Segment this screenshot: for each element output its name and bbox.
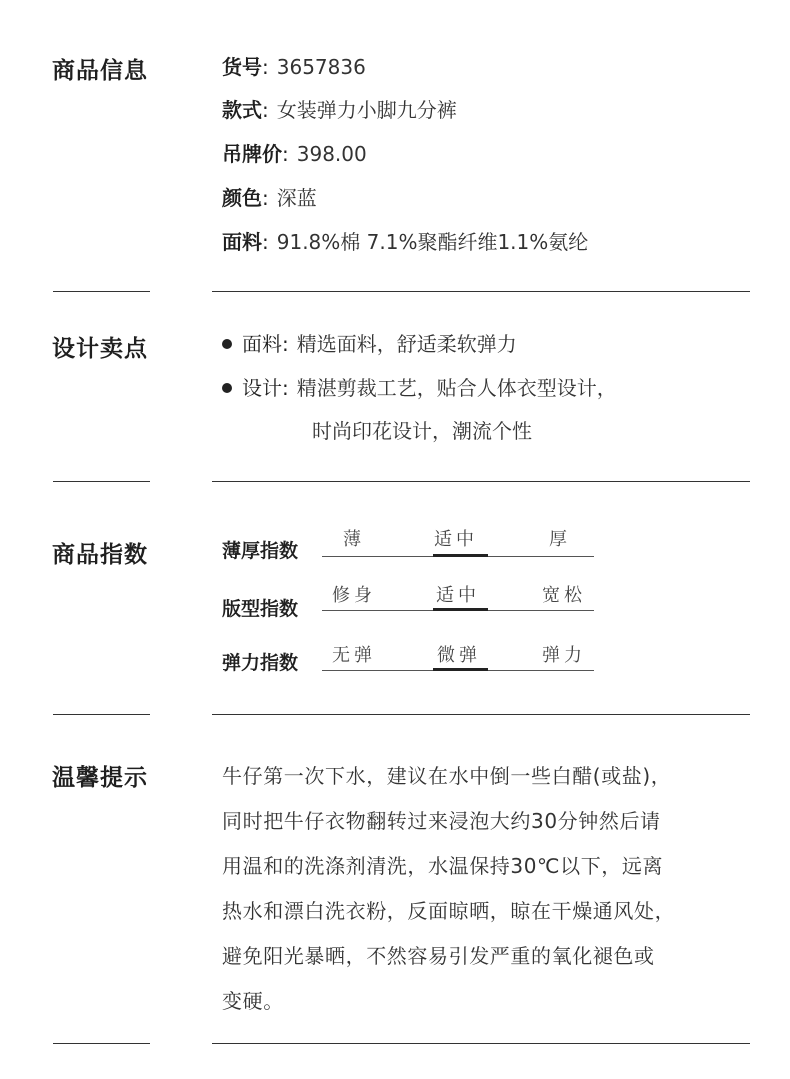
divider-right (212, 481, 750, 482)
index-option-selected: 适中 (436, 585, 480, 606)
section-title-design-points: 设计卖点 (52, 336, 148, 362)
info-item-sku (222, 53, 366, 81)
info-label: 款式 (222, 98, 262, 122)
index-label-thickness: 薄厚指数 (222, 540, 299, 562)
divider-left (53, 291, 150, 292)
info-colon: : (262, 230, 269, 254)
info-value: 女装弹力小脚九分裤 (276, 98, 457, 122)
design-point-text: 精选面料，舒适柔软弹力 (296, 332, 517, 356)
info-value: 91.8%棉 7.1%聚酯纤维1.1%氨纶 (276, 230, 589, 254)
index-selected-marker (433, 668, 488, 671)
design-point-design (222, 374, 617, 402)
index-option: 修身 (332, 585, 376, 606)
design-point-colon: : (282, 332, 289, 356)
design-point-label: 面料 (242, 332, 282, 356)
info-label: 面料 (222, 230, 262, 254)
index-option: 弹力 (542, 645, 586, 666)
info-label: 吊牌价 (222, 142, 282, 166)
design-point-fabric (222, 330, 517, 358)
index-option-selected: 微弹 (437, 645, 481, 666)
care-tip-line: 变硬。 (222, 989, 284, 1013)
info-colon: : (262, 55, 269, 79)
info-value: 3657836 (276, 55, 366, 79)
index-selected-marker (433, 608, 488, 611)
care-tip-line: 牛仔第一次下水，建议在水中倒一些白醋(或盐)， (222, 764, 672, 788)
care-tip-line: 热水和漂白洗衣粉，反面晾晒，晾在干燥通风处， (222, 899, 676, 923)
divider-right (212, 714, 750, 715)
design-point-colon: : (282, 376, 289, 400)
index-option: 无弹 (332, 645, 376, 666)
bullet-icon (222, 339, 232, 349)
care-tip-line: 避免阳光暴晒，不然容易引发严重的氧化褪色或 (222, 944, 655, 968)
design-point-text: 精湛剪裁工艺，贴合人体衣型设计， (296, 376, 617, 400)
info-value: 398.00 (296, 142, 367, 166)
bullet-icon (222, 383, 232, 393)
divider-right (212, 291, 750, 292)
section-title-product-info: 商品信息 (52, 58, 148, 84)
index-label-fit: 版型指数 (222, 598, 299, 620)
index-selected-marker (433, 554, 488, 557)
design-point-text-continued: 时尚印花设计，潮流个性 (312, 419, 532, 443)
care-tip-line: 用温和的洗涤剂清洗，水温保持30℃以下，远离 (222, 854, 664, 878)
index-option: 宽松 (542, 585, 586, 606)
care-tip-line: 同时把牛仔衣物翻转过来浸泡大约30分钟然后请 (222, 809, 661, 833)
index-option-selected: 适中 (434, 529, 478, 550)
info-item-fabric (222, 228, 588, 256)
divider-left (53, 1043, 150, 1044)
info-colon: : (282, 142, 289, 166)
info-item-style (222, 96, 457, 124)
divider-left (53, 714, 150, 715)
info-label: 颜色 (222, 186, 262, 210)
design-point-label: 设计 (242, 376, 282, 400)
info-label: 货号 (222, 55, 262, 79)
index-option: 薄 (343, 529, 365, 550)
info-colon: : (262, 98, 269, 122)
care-tips-text (222, 754, 742, 1024)
section-title-care-tips: 温馨提示 (52, 765, 148, 791)
info-item-color (222, 184, 317, 212)
divider-right (212, 1043, 750, 1044)
divider-left (53, 481, 150, 482)
info-item-price (222, 140, 367, 168)
section-title-product-index: 商品指数 (52, 542, 148, 568)
info-colon: : (262, 186, 269, 210)
info-value: 深蓝 (276, 186, 317, 210)
index-option: 厚 (549, 529, 571, 550)
index-label-elasticity: 弹力指数 (222, 652, 299, 674)
